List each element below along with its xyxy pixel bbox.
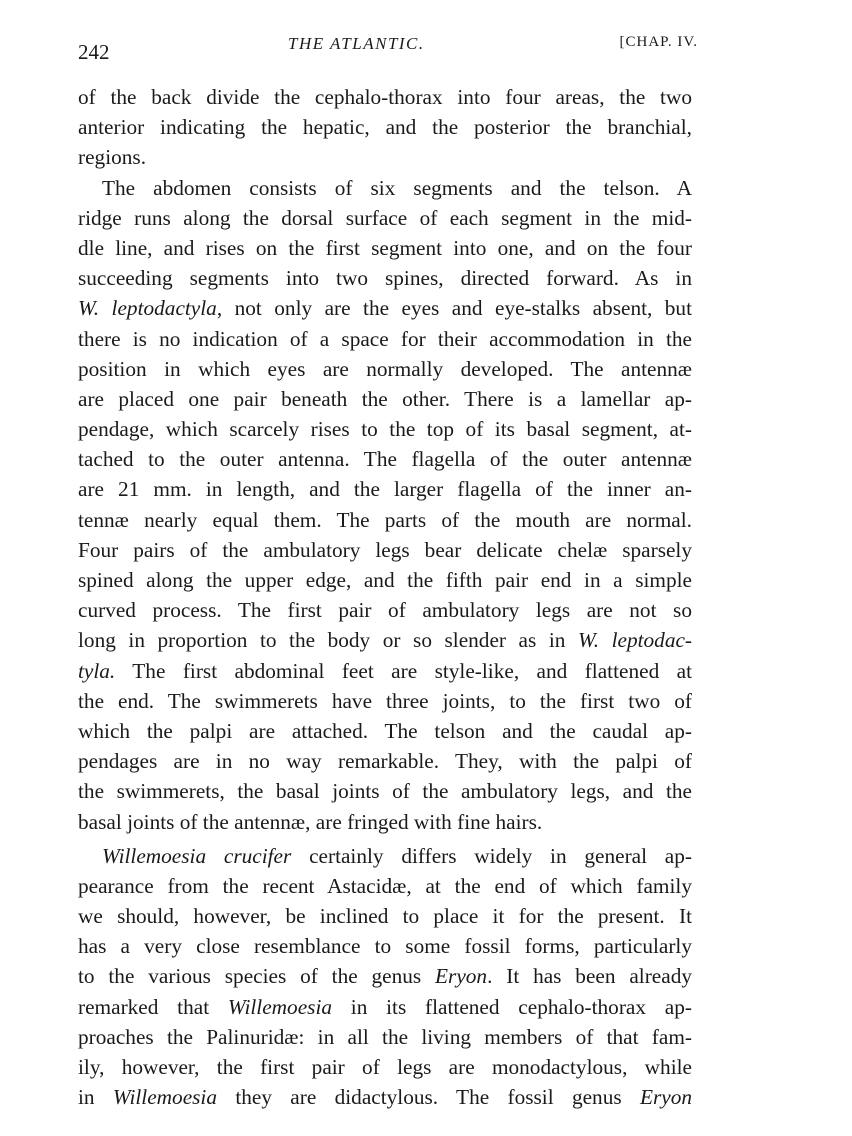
body-text bbox=[78, 82, 692, 1112]
text-line: proaches the Palinuridæ: in all the living members of that fam- bbox=[78, 1024, 692, 1049]
text-line: basal joints of the antennæ, are fringed with fine hairs. bbox=[78, 809, 543, 834]
text-line: long in proportion to the body or so slender as in W. leptodac- bbox=[78, 628, 693, 653]
text-line: in Willemoesia they are didactylous. The fossil genus Eryon bbox=[78, 1085, 692, 1110]
paragraph bbox=[78, 82, 692, 173]
text-line: regions. bbox=[78, 145, 147, 170]
text-line: succeeding segments into two spines, directed forward. As in bbox=[78, 266, 692, 291]
text-line: has a very close resemblance to some fossil forms, particularly bbox=[78, 934, 692, 959]
text-line: ridge runs along the dorsal surface of each segment in the mid- bbox=[78, 205, 692, 230]
text-line: position in which eyes are normally developed. The antennæ bbox=[78, 356, 692, 381]
text-line: curved process. The first pair of ambulatory legs are not so bbox=[78, 598, 692, 623]
text-line: tyla. The first abdominal feet are style-like, and flattened at bbox=[78, 658, 692, 683]
text-line: The abdomen consists of six segments and the telson. A bbox=[102, 175, 692, 200]
text-line: there is no indication of a space for their accommodation in the bbox=[78, 326, 692, 351]
text-line: are placed one pair beneath the other. There is a lamellar ap- bbox=[78, 386, 692, 411]
text-line: pendage, which scarcely rises to the top of its basal segment, at- bbox=[78, 417, 692, 442]
text-line: pearance from the recent Astacidæ, at the end of which family bbox=[78, 873, 692, 898]
text-line: W. leptodactyla, not only are the eyes and eye-stalks absent, but bbox=[78, 296, 692, 321]
text-line: ily, however, the first pair of legs are monodactylous, while bbox=[78, 1055, 692, 1079]
text-line: Four pairs of the ambulatory legs bear delicate chelæ sparsely bbox=[78, 537, 692, 562]
text-line: to the various species of the genus Eryon. It has been already bbox=[78, 964, 692, 989]
running-title: THE ATLANTIC. bbox=[288, 34, 425, 53]
text-line: remarked that Willemoesia in its flattened cephalo-thorax ap- bbox=[78, 994, 692, 1019]
text-line: which the palpi are attached. The telson and the caudal ap- bbox=[78, 718, 692, 743]
page-number: 242 bbox=[78, 40, 110, 64]
text-line: anterior indicating the hepatic, and the posterior the branchial, bbox=[78, 115, 692, 140]
paragraph bbox=[78, 173, 692, 837]
text-line: Willemoesia crucifer certainly differs widely in general ap- bbox=[102, 843, 693, 868]
text-line: we should, however, be inclined to place it for the present. It bbox=[78, 904, 692, 929]
text-line: dle line, and rises on the first segment into one, and on the four bbox=[78, 235, 692, 260]
text-line: are 21 mm. in length, and the larger flagella of the inner an- bbox=[78, 477, 692, 502]
text-line: tennæ nearly equal them. The parts of the mouth are normal. bbox=[78, 507, 692, 532]
text-line: the swimmerets, the basal joints of the ambulatory legs, and the bbox=[78, 779, 692, 804]
text-line: pendages are in no way remarkable. They, with the palpi of bbox=[78, 749, 692, 774]
page-header bbox=[78, 30, 698, 64]
paragraph bbox=[78, 841, 692, 1113]
text-line: of the back divide the cephalo-thorax into four areas, the two bbox=[78, 85, 692, 109]
chapter-reference: [CHAP. IV. bbox=[619, 34, 698, 50]
text-line: tached to the outer antenna. The flagella of the outer antennæ bbox=[78, 447, 692, 472]
text-line: the end. The swimmerets have three joints, to the first two of bbox=[78, 688, 692, 713]
text-line: spined along the upper edge, and the fifth pair end in a simple bbox=[78, 568, 692, 592]
